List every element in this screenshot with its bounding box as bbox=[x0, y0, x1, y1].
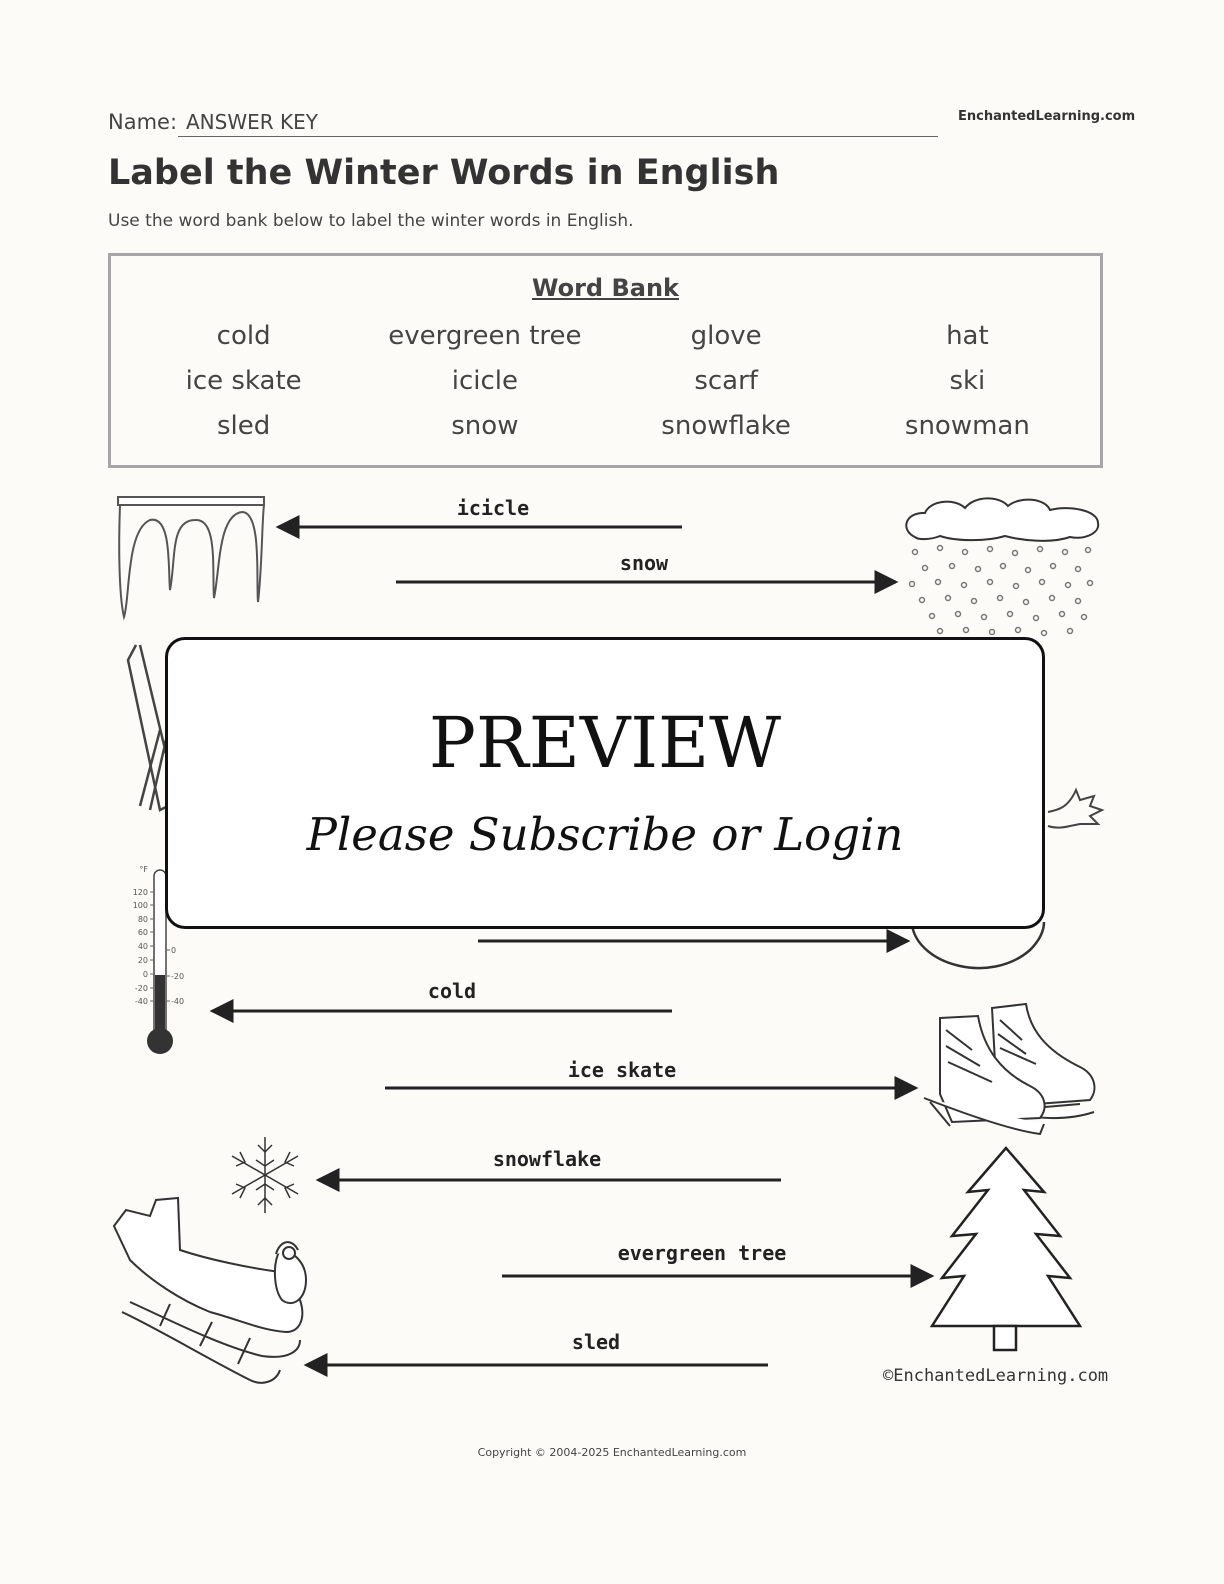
thermometer-tick: 120 bbox=[132, 888, 148, 897]
preview-title: PREVIEW bbox=[428, 702, 782, 784]
label-snow: snow bbox=[619, 551, 669, 575]
word-bank-word: ski bbox=[949, 366, 986, 396]
ice-skate-picture bbox=[924, 1004, 1094, 1134]
thermometer-tick: 0 bbox=[142, 970, 148, 979]
glove-picture bbox=[1048, 790, 1102, 828]
thermometer-tick: -20 bbox=[134, 984, 148, 993]
instructions: Use the word bank below to label the winter words in English. bbox=[108, 211, 634, 231]
thermometer-tick: -20 bbox=[171, 972, 185, 981]
thermometer-tick: -40 bbox=[134, 997, 148, 1006]
word-bank-word: evergreen tree bbox=[388, 321, 582, 351]
word-bank-word: hat bbox=[946, 321, 989, 351]
label-ice-skate: ice skate bbox=[567, 1058, 677, 1082]
word-bank-word: snowflake bbox=[661, 411, 791, 441]
snowflake-picture bbox=[232, 1137, 298, 1213]
illustration-credit: ©EnchantedLearning.com bbox=[883, 1366, 1109, 1386]
thermometer-tick: 40 bbox=[137, 942, 148, 951]
icicle-picture bbox=[118, 497, 264, 617]
word-bank-word: cold bbox=[216, 321, 271, 351]
thermometer-tick: -40 bbox=[171, 997, 185, 1006]
site-name: EnchantedLearning.com bbox=[958, 109, 1136, 124]
copyright: Copyright © 2004-2025 EnchantedLearning.com bbox=[477, 1446, 747, 1459]
label-icicle: icicle bbox=[456, 496, 530, 520]
preview-overlay[interactable] bbox=[165, 637, 1045, 929]
sled-picture bbox=[114, 1198, 306, 1383]
snow-cloud-picture bbox=[906, 498, 1098, 635]
name-label: Name: bbox=[108, 110, 178, 134]
thermometer-tick: 20 bbox=[137, 956, 148, 965]
evergreen-tree-picture bbox=[932, 1148, 1080, 1350]
thermometer-tick: 60 bbox=[137, 928, 148, 937]
label-snowflake: snowflake bbox=[492, 1147, 602, 1171]
thermometer-unit: °F bbox=[139, 865, 148, 874]
word-bank-title: Word Bank bbox=[531, 274, 679, 302]
subscribe-login-prompt[interactable]: Please Subscribe or Login bbox=[306, 808, 904, 861]
word-bank-word: glove bbox=[690, 321, 762, 351]
word-bank-word: sled bbox=[216, 411, 271, 441]
thermometer-tick: 80 bbox=[137, 915, 148, 924]
word-bank-word: snow bbox=[451, 411, 519, 441]
label-sled: sled bbox=[571, 1330, 621, 1354]
label-evergreen-tree: evergreen tree bbox=[617, 1241, 787, 1265]
ski-picture bbox=[128, 645, 170, 810]
thermometer-tick: 0 bbox=[171, 946, 177, 955]
label-cold: cold bbox=[427, 979, 477, 1003]
word-bank-word: snowman bbox=[904, 411, 1030, 441]
thermometer-tick: 100 bbox=[132, 901, 148, 910]
word-bank-word: scarf bbox=[694, 366, 758, 396]
page-title: Label the Winter Words in English bbox=[108, 153, 780, 193]
word-bank-word: ice skate bbox=[185, 366, 302, 396]
name-field: ANSWER KEY bbox=[178, 110, 938, 137]
word-bank-word: icicle bbox=[451, 366, 518, 396]
